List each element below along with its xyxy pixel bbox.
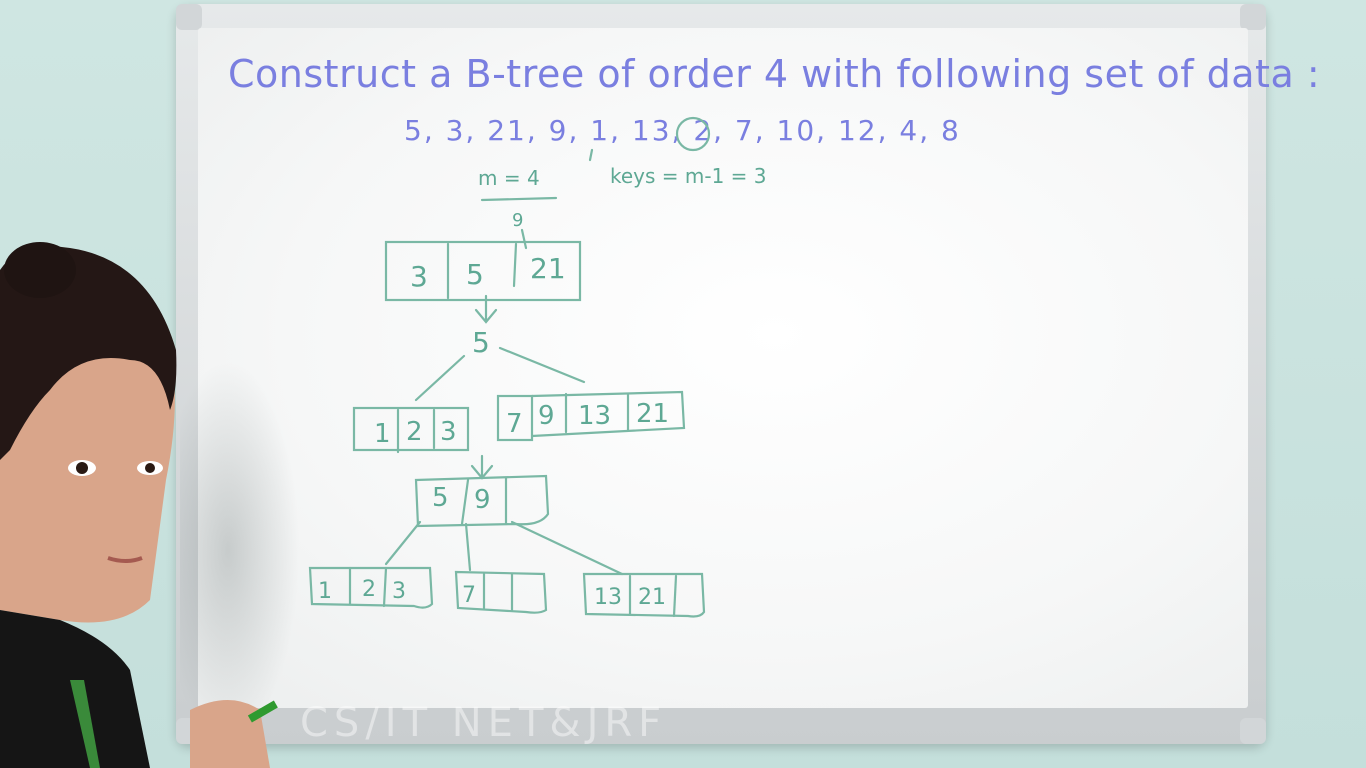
- tree-edge: [512, 522, 622, 574]
- child-key: 13: [578, 401, 612, 431]
- node-divider: [674, 576, 676, 616]
- board-title: Construct a B-tree of order 4 with following set of data :: [228, 52, 1321, 96]
- leaf-key: 21: [638, 585, 666, 610]
- leaf-key: 2: [362, 577, 376, 602]
- current-insert-arrow: [590, 150, 592, 160]
- child-key: 9: [538, 401, 555, 431]
- child-key: 3: [440, 417, 457, 447]
- tree-edge: [466, 524, 470, 570]
- child-key: 21: [636, 399, 670, 429]
- circled-key-marker: [677, 118, 709, 150]
- order-label: m = 4: [478, 166, 540, 190]
- leaf-key: 7: [462, 583, 476, 608]
- tree-edge: [500, 348, 584, 382]
- promote-arrow: [472, 456, 492, 478]
- child-key: 2: [406, 417, 423, 447]
- data-sequence: 5, 3, 21, 9, 1, 13, 2, 7, 10, 12, 4, 8: [404, 114, 961, 147]
- node-divider: [462, 480, 468, 524]
- new-root-key: 9: [474, 485, 491, 515]
- node-divider: [384, 568, 386, 606]
- child-key: 1: [374, 419, 391, 449]
- root-key: 5: [466, 258, 484, 291]
- order-underline: [482, 198, 556, 200]
- root-key: 3: [410, 260, 428, 293]
- insert-arrow: [522, 230, 526, 248]
- leaf-key: 13: [594, 585, 622, 610]
- split-key: 5: [472, 326, 490, 359]
- tree-edge: [386, 522, 420, 564]
- presenter-figure: [0, 240, 300, 768]
- node-divider: [514, 244, 516, 286]
- leaf-key: 1: [318, 579, 332, 604]
- leaf-key: 3: [392, 579, 406, 604]
- new-root-key: 5: [432, 483, 449, 513]
- tree-edge: [416, 356, 464, 400]
- child-key: 7: [506, 409, 523, 439]
- watermark-text: CS/IT NET&JRF: [300, 700, 668, 746]
- root-key: 21: [530, 252, 566, 285]
- insert-key-label: 9: [512, 210, 524, 231]
- max-keys-label: keys = m-1 = 3: [610, 164, 767, 188]
